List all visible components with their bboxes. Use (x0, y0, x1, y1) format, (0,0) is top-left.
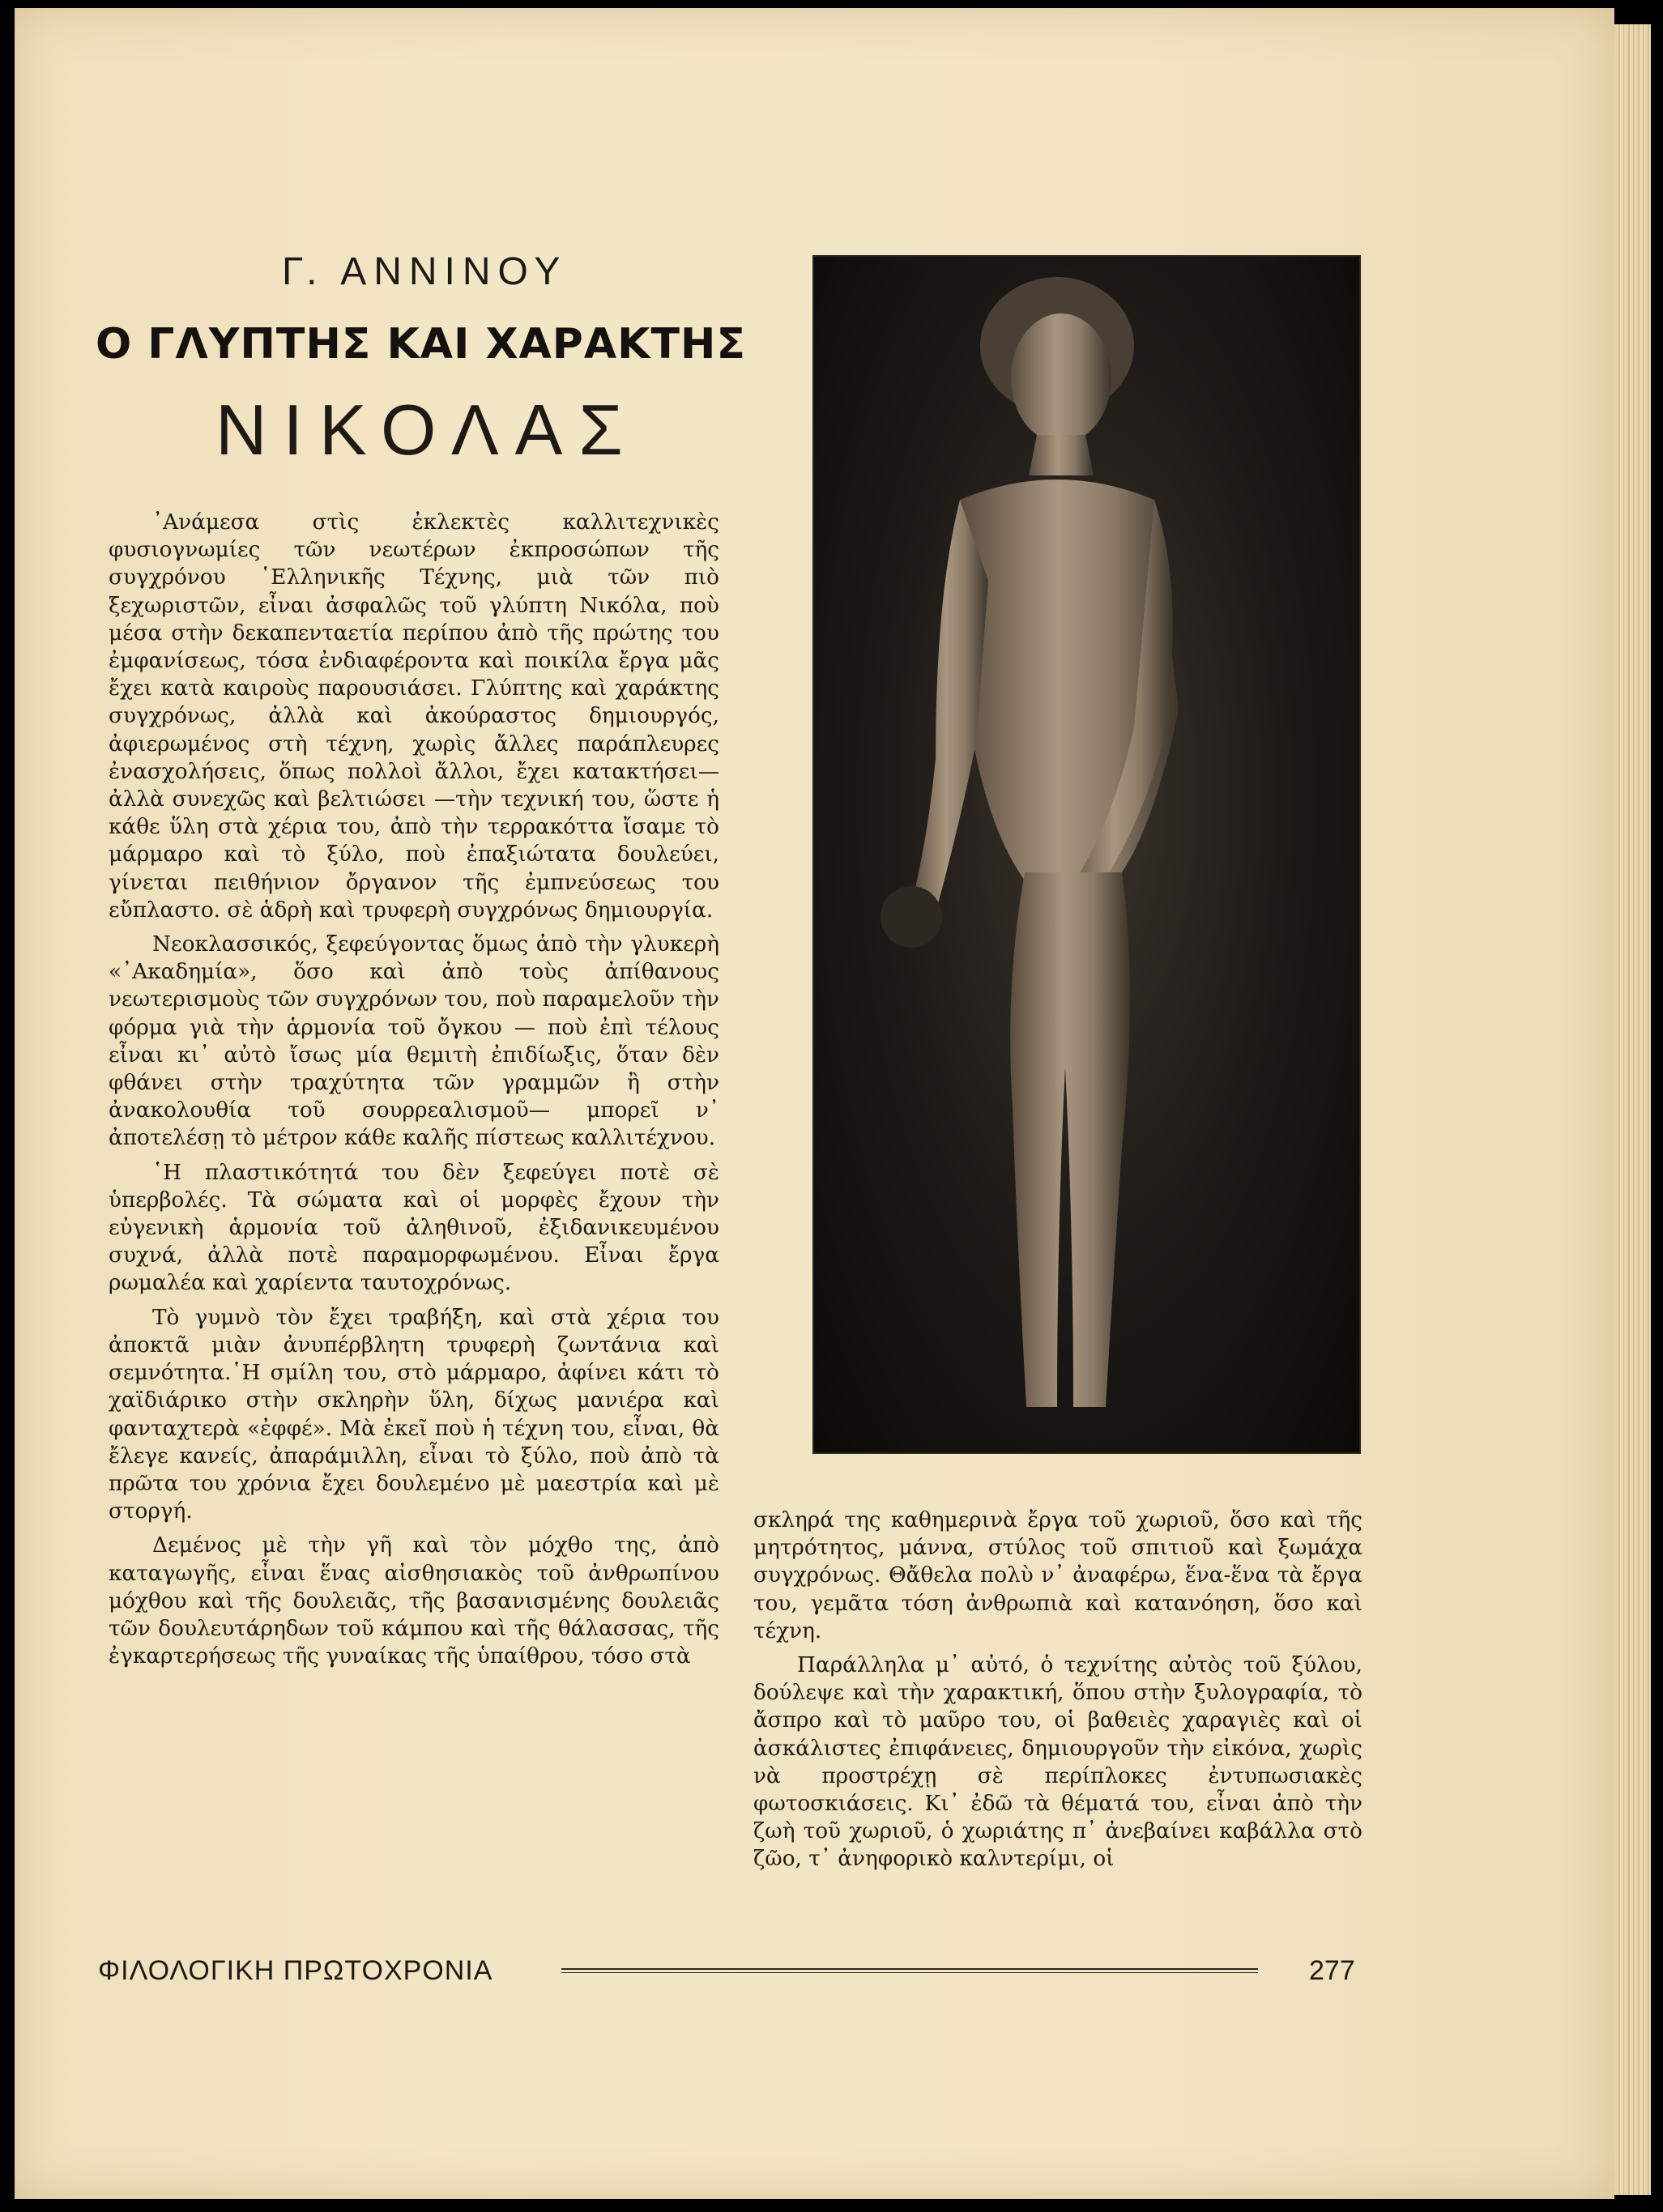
page-edges (1614, 24, 1651, 2195)
paragraph: Παράλληλα μ᾿ αὐτό, ὁ τεχνίτης αὐτὸς τοῦ ξύλου, δούλεψε καὶ τὴν χαρακτική, ὅπου στὴν ξυλογραφία, τὸ ἄσπρο καὶ τὸ μαῦρο του, οἱ βαθειὲς χαραγιὲς καὶ οἱ ἀσκάλιστες ἐπιφάνειες, δημιουργοῦν τὴν εἰκόνα, χωρὶς νὰ προστρέχῃ σὲ περίπλοκες ἐντυπωσιακὲς φωτοσκιάσεις. Κι᾿ ἐδῶ τὰ θέματά του, εἶναι ἀπὸ τὴν ζωὴ τοῦ χωριοῦ, ὁ χωριάτης π᾿ ἀνεβαίνει καβάλλα στὸ ζῶο, τ᾿ ἀνηφορικὸ καλντερίμι, οἱ (753, 1653, 1362, 1872)
magazine-page (15, 8, 1614, 2199)
article-subtitle: Ο ΓΛΥΠΤΗΣ ΚΑΙ ΧΑΡΑΚΤΗΣ (96, 320, 746, 369)
page-number: 277 (1309, 1955, 1355, 1986)
paragraph: ᾿Ανάμεσα στὶς ἐκλεκτὲς καλλιτεχνικὲς φυσιογνωμίες τῶν νεωτέρων ἐκπροσώπων τῆς συγχρόνου ῾Ελληνικῆς Τέχνης, μιὰ τῶν πιὸ ξεχωριστῶν, εἶναι ἀσφαλῶς τοῦ γλύπτη Νικόλα, ποὺ μέσα στὴν δεκαπενταετία περίπου ἀπὸ τῆς πρώτης του ἐμφανίσεως, τόσα ἐνδιαφέροντα καὶ ποικίλα ἔργα μᾶς ἔχει κατὰ καιροὺς παρουσιάσει. Γλύπτης καὶ χαράκτης συγχρόνως, ἀλλὰ καὶ ἀκούραστος δημιουργός, ἀφιερωμένος στὴ τέχνη, χωρὶς ἄλλες παράπλευρες ἐνασχολήσεις, ὅπως πολλοὶ ἄλλοι, ἔχει κατακτήσει—ἀλλὰ συνεχῶς καὶ βελτιώσει —τὴν τεχνική του, ὥστε ἡ κάθε ὕλη στὰ χέρια του, ἀπὸ τὴν τερρακόττα ἴσαμε τὸ μάρμαρο καὶ τὸ ξύλο, ποὺ ἐπαξιώτατα δουλεύει, γίνεται πειθήνιον ὄργανον τῆς ἐμπνεύσεως του εὔπλαστο. σὲ ἁδρὴ καὶ τρυφερὴ συγχρόνως δημιουργία. (109, 510, 719, 923)
paragraph: ῾Η πλαστικότητά του δὲν ξεφεύγει ποτὲ σὲ ὑπερβολές. Τὰ σώματα καὶ οἱ μορφὲς ἔχουν τὴν εὐγενικὴ ἁρμονία τοῦ ἀληθινοῦ, ἐξιδανικευμένου συχνά, ἀλλὰ ποτὲ παραμορφωμένου. Εἶναι ἔργα ρωμαλέα καὶ χαρίεντα ταυτοχρόνως. (109, 1160, 719, 1296)
paragraph: Νεοκλασσικός, ξεφεύγοντας ὅμως ἀπὸ τὴν γλυκερὴ «᾿Ακαδημία», ὅσο καὶ ἀπὸ τοὺς ἀπίθανους νεωτερισμοὺς τῶν συγχρόνων του, ποὺ παραμελοῦν τὴν φόρμα γιὰ τὴν ἁρμονία τοῦ ὄγκου — ποὺ ἐπὶ τέλους εἶναι κι᾿ αὐτὸ ἴσως μία θεμιτὴ ἐπιδίωξις, ὅταν δὲν φθάνει στὴν τραχύτητα τῶν γραμμῶν ἢ στὴν ἀνακολουθία τοῦ σουρρεαλισμοῦ— μπορεῖ ν᾿ ἀποτελέσῃ τὸ μέτρον κάθε καλῆς πίστεως καλλιτέχνου. (109, 932, 719, 1151)
article-author: Γ. ΑΝΝΙΝΟΥ (282, 250, 568, 293)
article-body-left-column (109, 509, 719, 1677)
journal-name: ΦΙΛΟΛΟΓΙΚΗ ΠΡΩΤΟΧΡΟΝΙΑ (98, 1955, 493, 1986)
paragraph: Δεμένος μὲ τὴν γῆ καὶ τὸν μόχθο της, ἀπὸ καταγωγῆς, εἶναι ἕνας αἰσθησιακὸς τοῦ ἀνθρωπίνου μόχθου καὶ τῆς δουλειᾶς, τῆς βασανισμένης δουλειᾶς τῶν δουλευτάρηδων τοῦ κάμπου καὶ τῆς θάλασσας, τῆς ἐγκαρτερήσεως τῆς γυναίκας τῆς ὑπαίθρου, τόσο στὰ (109, 1533, 719, 1669)
footer-rule (561, 1968, 1258, 1973)
nude-statue-figure (814, 257, 1359, 1452)
article-title: ΝΙΚΟΛΑΣ (215, 390, 639, 470)
paragraph: σκληρά της καθημερινὰ ἔργα τοῦ χωριοῦ, ὅσο καὶ τῆς μητρότητος, μάννα, στύλος τοῦ σπιτιοῦ καὶ ξωμάχα συγχρόνως. Θἄθελα πολὺ ν᾿ ἀναφέρω, ἕνα-ἕνα τὰ ἔργα του, γεμᾶτα τόση ἀνθρωπιὰ καὶ κατανόηση, ὅσο καὶ τέχνη. (753, 1508, 1362, 1643)
paragraph: Τὸ γυμνὸ τὸν ἔχει τραβήξη, καὶ στὰ χέρια του ἀποκτᾶ μιὰν ἀνυπέρβλητη τρυφερὴ ζωντάνια καὶ σεμνότητα.῾Η σμίλη του, στὸ μάρμαρο, ἀφίνει κάτι τὸ χαϊδιάρικο στὴν σκληρὴν ὕλη, δίχως μανιέρα καὶ φανταχτερὰ «ἐφφέ». Μὰ ἐκεῖ ποὺ ἡ τέχνη του, εἶναι, θὰ ἔλεγε κανείς, ἀπαράμιλλη, εἶναι τὸ ξύλο, ποὺ ἀπὸ τὰ πρῶτα του χρόνια ἔχει δουλεμένο μὲ μαεστρία καὶ μὲ στοργή. (109, 1305, 719, 1524)
sculpture-photo (812, 255, 1361, 1454)
article-body-right-column (753, 1507, 1362, 1880)
